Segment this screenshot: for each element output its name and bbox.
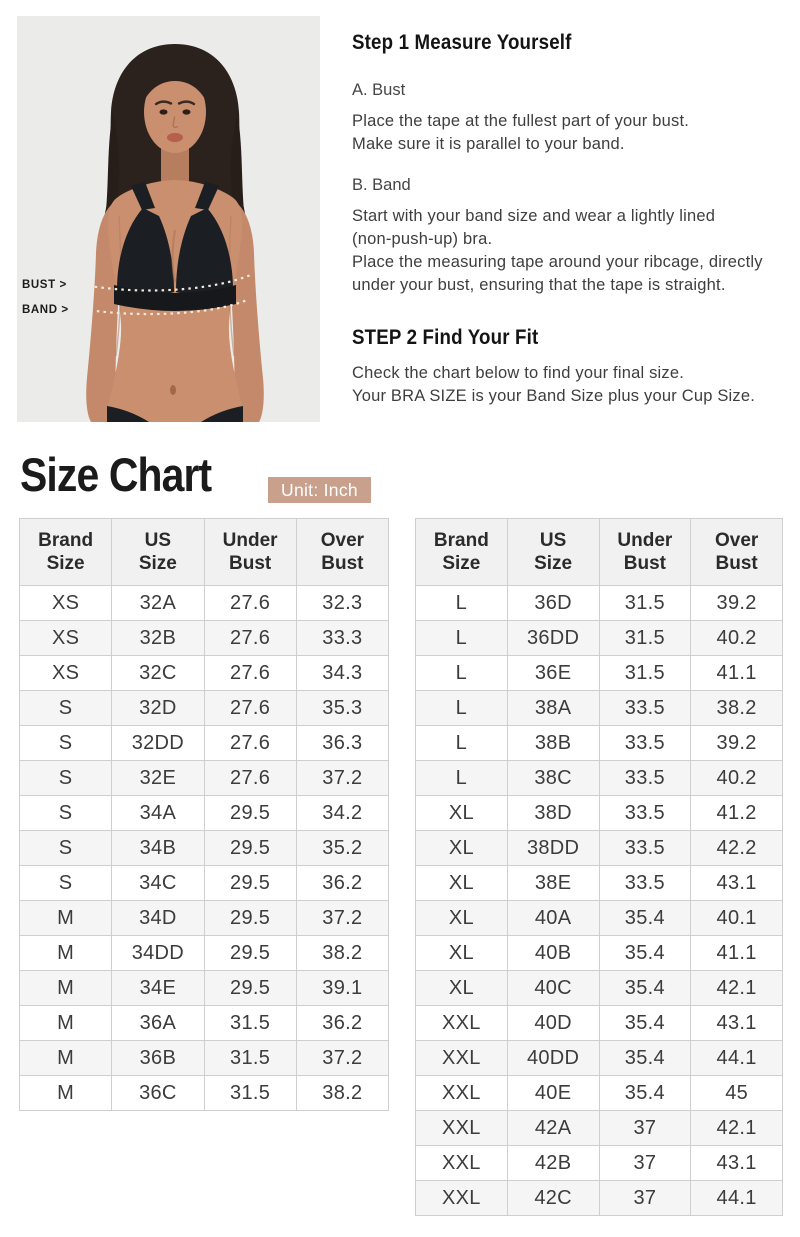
table-cell: 40.1 xyxy=(691,901,783,936)
table-cell: L xyxy=(416,621,508,656)
table-cell: 44.1 xyxy=(691,1181,783,1216)
table-cell: 42.1 xyxy=(691,971,783,1006)
table-row xyxy=(20,726,389,761)
table-cell: 29.5 xyxy=(204,831,296,866)
table-cell: 41.1 xyxy=(691,656,783,691)
table-cell: 36D xyxy=(507,586,599,621)
step1-title: Step 1 Measure Yourself xyxy=(352,30,572,54)
table-row xyxy=(416,1006,783,1041)
table-cell: 42.1 xyxy=(691,1111,783,1146)
table-cell: 29.5 xyxy=(204,866,296,901)
table-cell: XXL xyxy=(416,1006,508,1041)
header-row xyxy=(416,519,783,586)
table-cell: 40D xyxy=(507,1006,599,1041)
table-cell: 27.6 xyxy=(204,621,296,656)
table-row xyxy=(416,1041,783,1076)
table-row xyxy=(416,901,783,936)
table-cell: 31.5 xyxy=(204,1076,296,1111)
measurement-photo xyxy=(17,16,320,422)
text-line: Start with your band size and wear a lightly lined xyxy=(352,207,716,225)
table-cell: M xyxy=(20,936,112,971)
table-cell: 38E xyxy=(507,866,599,901)
table-cell: 37.2 xyxy=(296,901,388,936)
table-cell: 27.6 xyxy=(204,586,296,621)
table-cell: L xyxy=(416,586,508,621)
table-cell: 41.1 xyxy=(691,936,783,971)
band-instructions xyxy=(352,205,792,297)
table-row xyxy=(20,1041,389,1076)
table-cell: 33.5 xyxy=(599,796,691,831)
text-line: Place the measuring tape around your ribcage, directly xyxy=(352,253,763,271)
column-header: Under Bust xyxy=(599,519,691,586)
table-cell: L xyxy=(416,656,508,691)
table-cell: S xyxy=(20,866,112,901)
table-cell: 27.6 xyxy=(204,761,296,796)
table-cell: 38A xyxy=(507,691,599,726)
table-cell: 43.1 xyxy=(691,866,783,901)
table-cell: 31.5 xyxy=(599,656,691,691)
table-cell: 29.5 xyxy=(204,971,296,1006)
column-header: Over Bust xyxy=(296,519,388,586)
table-cell: 35.4 xyxy=(599,901,691,936)
table-cell: 32.3 xyxy=(296,586,388,621)
fit-instructions xyxy=(352,362,792,408)
table-cell: 36.2 xyxy=(296,1006,388,1041)
table-cell: 38.2 xyxy=(296,1076,388,1111)
table-cell: 37 xyxy=(599,1146,691,1181)
table-cell: L xyxy=(416,691,508,726)
table-cell: M xyxy=(20,901,112,936)
table-cell: XXL xyxy=(416,1076,508,1111)
table-cell: 35.3 xyxy=(296,691,388,726)
measure-instructions xyxy=(352,30,792,408)
table-cell: 35.2 xyxy=(296,831,388,866)
table-cell: 40.2 xyxy=(691,761,783,796)
table-cell: M xyxy=(20,971,112,1006)
table-cell: 33.5 xyxy=(599,726,691,761)
table-cell: 40.2 xyxy=(691,621,783,656)
lips xyxy=(167,133,183,142)
table-cell: 43.1 xyxy=(691,1146,783,1181)
table-cell: 34.2 xyxy=(296,796,388,831)
table-cell: 40A xyxy=(507,901,599,936)
table-row xyxy=(416,586,783,621)
table-row xyxy=(20,901,389,936)
table-cell: 35.4 xyxy=(599,936,691,971)
column-header: Brand Size xyxy=(20,519,112,586)
table-cell: XXL xyxy=(416,1146,508,1181)
left-eye xyxy=(160,109,168,114)
table-cell: 42B xyxy=(507,1146,599,1181)
table-cell: S xyxy=(20,691,112,726)
unit-badge: Unit: Inch xyxy=(268,477,371,503)
table-cell: XS xyxy=(20,586,112,621)
table-cell: 33.5 xyxy=(599,761,691,796)
table-cell: 27.6 xyxy=(204,726,296,761)
table-row xyxy=(416,831,783,866)
table-row xyxy=(416,1076,783,1111)
table-cell: 29.5 xyxy=(204,901,296,936)
text-line: Place the tape at the fullest part of your bust. xyxy=(352,112,690,130)
table-cell: 38.2 xyxy=(296,936,388,971)
table-cell: 37 xyxy=(599,1111,691,1146)
table-cell: 39.1 xyxy=(296,971,388,1006)
header-row xyxy=(20,519,389,586)
table-row xyxy=(20,866,389,901)
band-heading: B. Band xyxy=(352,176,411,194)
table-cell: XS xyxy=(20,656,112,691)
table-cell: 38B xyxy=(507,726,599,761)
text-line: Your BRA SIZE is your Band Size plus your Cup Size. xyxy=(352,387,756,405)
table-cell: 35.4 xyxy=(599,1006,691,1041)
column-header: Over Bust xyxy=(691,519,783,586)
bust-heading: A. Bust xyxy=(352,81,406,99)
model-illustration xyxy=(17,16,320,422)
table-cell: 36.3 xyxy=(296,726,388,761)
table-row xyxy=(416,796,783,831)
navel xyxy=(170,385,176,395)
table-cell: XS xyxy=(20,621,112,656)
table-cell: 32E xyxy=(112,761,204,796)
table-cell: 33.5 xyxy=(599,866,691,901)
table-row xyxy=(20,831,389,866)
table-cell: 36A xyxy=(112,1006,204,1041)
table-cell: L xyxy=(416,761,508,796)
table-cell: 35.4 xyxy=(599,1041,691,1076)
table-cell: 32B xyxy=(112,621,204,656)
table-cell: 32A xyxy=(112,586,204,621)
table-cell: 44.1 xyxy=(691,1041,783,1076)
table-cell: 34DD xyxy=(112,936,204,971)
table-row xyxy=(416,866,783,901)
table-row xyxy=(416,621,783,656)
table-cell: 34B xyxy=(112,831,204,866)
table-cell: 31.5 xyxy=(599,586,691,621)
table-cell: 32C xyxy=(112,656,204,691)
table-cell: 38C xyxy=(507,761,599,796)
table-cell: 38DD xyxy=(507,831,599,866)
table-row xyxy=(416,691,783,726)
table-cell: 40B xyxy=(507,936,599,971)
table-cell: 33.3 xyxy=(296,621,388,656)
table-row xyxy=(20,796,389,831)
text-line: (non-push-up) bra. xyxy=(352,230,493,248)
table-row xyxy=(416,1146,783,1181)
table-cell: 31.5 xyxy=(599,621,691,656)
table-cell: 36DD xyxy=(507,621,599,656)
table-cell: 37 xyxy=(599,1181,691,1216)
table-cell: 43.1 xyxy=(691,1006,783,1041)
size-chart-title: Size Chart xyxy=(20,448,212,501)
step2-title: STEP 2 Find Your Fit xyxy=(352,325,539,349)
table-row xyxy=(416,726,783,761)
table-cell: M xyxy=(20,1076,112,1111)
table-row xyxy=(416,971,783,1006)
column-header: US Size xyxy=(112,519,204,586)
band-label: BAND > xyxy=(22,304,69,316)
table-cell: XL xyxy=(416,936,508,971)
table-cell: 34E xyxy=(112,971,204,1006)
table-row xyxy=(416,761,783,796)
table-cell: 39.2 xyxy=(691,726,783,761)
table-cell: XL xyxy=(416,831,508,866)
table-cell: 37.2 xyxy=(296,1041,388,1076)
table-cell: 36C xyxy=(112,1076,204,1111)
table-cell: 38.2 xyxy=(691,691,783,726)
text-line: under your bust, ensuring that the tape is straight. xyxy=(352,276,726,294)
text-line: Make sure it is parallel to your band. xyxy=(352,135,625,153)
table-cell: 36E xyxy=(507,656,599,691)
table-cell: 33.5 xyxy=(599,831,691,866)
table-cell: 39.2 xyxy=(691,586,783,621)
table-cell: 40DD xyxy=(507,1041,599,1076)
table-row xyxy=(416,656,783,691)
table-cell: XL xyxy=(416,796,508,831)
table-cell: XXL xyxy=(416,1111,508,1146)
table-cell: M xyxy=(20,1041,112,1076)
column-header: Under Bust xyxy=(204,519,296,586)
table-cell: 29.5 xyxy=(204,936,296,971)
right-eye xyxy=(183,109,191,114)
table-row xyxy=(20,1076,389,1111)
table-cell: 32DD xyxy=(112,726,204,761)
table-cell: 36B xyxy=(112,1041,204,1076)
table-cell: XL xyxy=(416,901,508,936)
table-cell: 40E xyxy=(507,1076,599,1111)
table-cell: 32D xyxy=(112,691,204,726)
table-cell: 34D xyxy=(112,901,204,936)
table-row xyxy=(20,691,389,726)
table-cell: S xyxy=(20,831,112,866)
table-cell: 35.4 xyxy=(599,1076,691,1111)
table-cell: 34C xyxy=(112,866,204,901)
table-cell: 27.6 xyxy=(204,656,296,691)
table-cell: XXL xyxy=(416,1181,508,1216)
table-cell: 34.3 xyxy=(296,656,388,691)
text-line: Check the chart below to find your final size. xyxy=(352,364,685,382)
table-cell: L xyxy=(416,726,508,761)
table-cell: 27.6 xyxy=(204,691,296,726)
table-row xyxy=(20,761,389,796)
table-cell: 35.4 xyxy=(599,971,691,1006)
table-cell: S xyxy=(20,726,112,761)
column-header: Brand Size xyxy=(416,519,508,586)
table-cell: 37.2 xyxy=(296,761,388,796)
table-row xyxy=(20,936,389,971)
table-cell: XL xyxy=(416,971,508,1006)
table-cell: 41.2 xyxy=(691,796,783,831)
table-cell: 45 xyxy=(691,1076,783,1111)
table-cell: 42.2 xyxy=(691,831,783,866)
table-cell: M xyxy=(20,1006,112,1041)
table-cell: 36.2 xyxy=(296,866,388,901)
bust-label: BUST > xyxy=(22,279,67,291)
table-cell: S xyxy=(20,796,112,831)
table-cell: XXL xyxy=(416,1041,508,1076)
table-cell: 42C xyxy=(507,1181,599,1216)
size-table-right xyxy=(415,518,783,1216)
table-cell: 29.5 xyxy=(204,796,296,831)
table-cell: 42A xyxy=(507,1111,599,1146)
table-row xyxy=(20,586,389,621)
table-cell: 33.5 xyxy=(599,691,691,726)
column-header: US Size xyxy=(507,519,599,586)
table-row xyxy=(20,621,389,656)
table-row xyxy=(416,936,783,971)
table-cell: 40C xyxy=(507,971,599,1006)
table-cell: 31.5 xyxy=(204,1006,296,1041)
table-row xyxy=(20,1006,389,1041)
table-row xyxy=(416,1111,783,1146)
bust-instructions xyxy=(352,110,792,156)
table-cell: XL xyxy=(416,866,508,901)
table-cell: S xyxy=(20,761,112,796)
table-cell: 31.5 xyxy=(204,1041,296,1076)
table-cell: 38D xyxy=(507,796,599,831)
size-table-left xyxy=(19,518,389,1111)
table-row xyxy=(416,1181,783,1216)
table-row xyxy=(20,656,389,691)
table-row xyxy=(20,971,389,1006)
table-cell: 34A xyxy=(112,796,204,831)
